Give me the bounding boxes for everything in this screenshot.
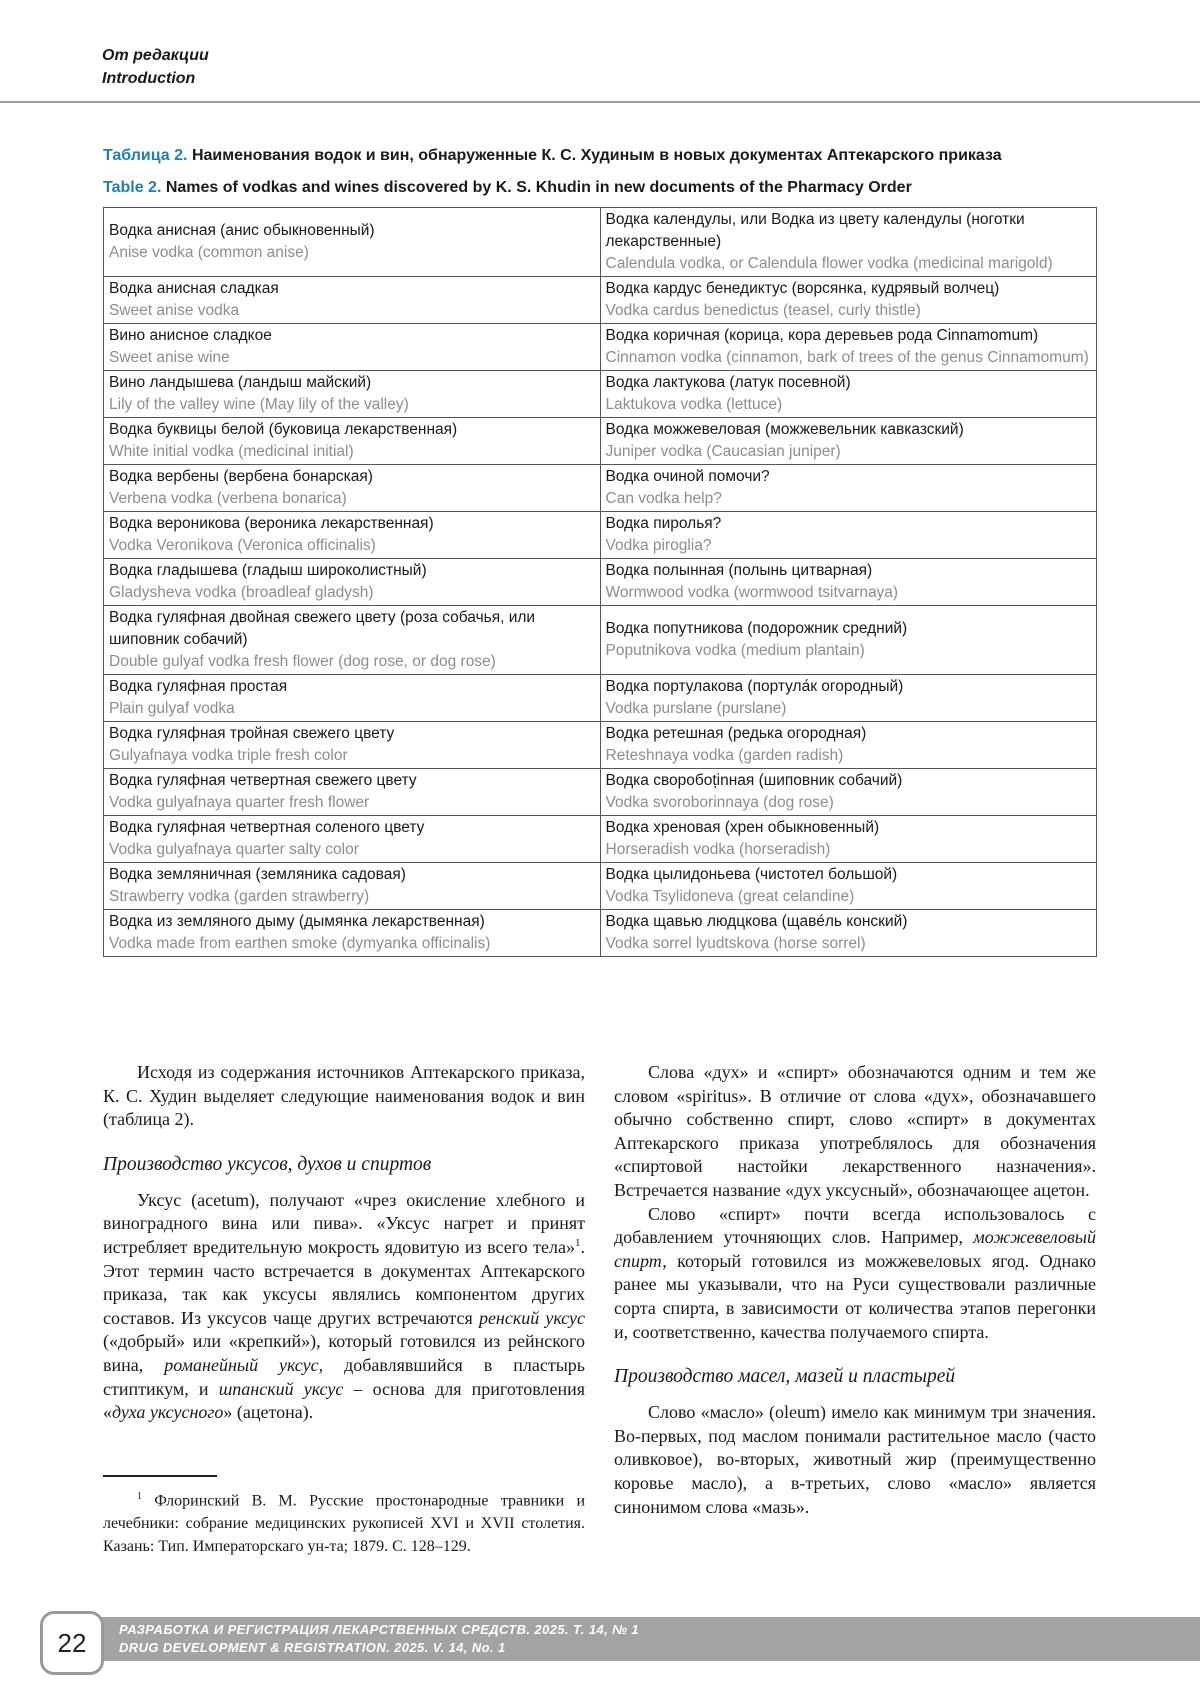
table-cell-left	[104, 418, 601, 465]
vodka-name-en: Plain gulyaf vodka	[109, 700, 235, 717]
vodka-name-en: Horseradish vodka (horseradish)	[605, 841, 831, 858]
table-title-ru: Наименования водок и вин, обнаруженные К. С. Худиным в новых документах Аптекарского приказа	[191, 147, 1002, 164]
footnote-divider	[103, 1475, 217, 1477]
vodka-name-en: Vodka made from earthen smoke (dymyanka officinalis)	[109, 935, 491, 952]
table-row	[104, 606, 1097, 675]
table-cell-left	[104, 769, 601, 816]
table-cell-right	[600, 208, 1097, 277]
text-run: – основа для приготовления «	[103, 1378, 585, 1423]
table-row	[104, 418, 1097, 465]
footnote-text: Флоринский В. М. Русские простонародные травники и лечебники: собрание медицинских рукописей XVI и XVII столетия. Казань: Тип. Императорскаго ун-та; 1879. С. 128–129.	[103, 1492, 585, 1556]
vodka-name-en: Anise vodka (common anise)	[109, 244, 309, 261]
vodka-name-en: Sweet anise wine	[109, 349, 230, 366]
vodka-name-ru: Водка ретешная (редька огородная)	[605, 725, 867, 742]
table-cell-left	[104, 277, 601, 324]
table-row	[104, 324, 1097, 371]
vodka-name-ru: Водка пиролья?	[605, 515, 722, 532]
vodka-name-en: Vodka svoroborinnaya (dog rose)	[605, 794, 834, 811]
section-heading: Производство масел, мазей и пластырей	[614, 1366, 956, 1388]
table-row	[104, 816, 1097, 863]
vodka-name-ru: Водка своробоținная (шиповник собачий)	[605, 772, 903, 789]
vodka-name-en: Gladysheva vodka (broadleaf gladysh)	[109, 584, 374, 601]
vodka-name-ru: Водка щавью людцкова (щаве́ль конский)	[605, 913, 908, 930]
text-run: » (ацетона).	[223, 1402, 314, 1423]
vodka-name-en: Juniper vodka (Caucasian juniper)	[605, 443, 841, 460]
table-cell-right	[600, 512, 1097, 559]
table-row	[104, 277, 1097, 324]
vodka-name-en: Double gulyaf vodka fresh flower (dog rose, or dog rose)	[109, 653, 496, 670]
table-row	[104, 910, 1097, 957]
table-cell-right	[600, 910, 1097, 957]
vodka-name-ru: Водка коричная (корица, кора деревьев рода Cinnamomum)	[605, 327, 1039, 344]
text-run: добавлявшийся в пластырь стиптикум, и	[103, 1354, 585, 1399]
journal-citation-ru: РАЗРАБОТКА И РЕГИСТРАЦИЯ ЛЕКАРСТВЕННЫХ СРЕДСТВ. 2025. Т. 14, № 1	[119, 1622, 640, 1637]
left-column	[103, 1061, 585, 1425]
table-cell-left	[104, 465, 601, 512]
vodka-name-ru: Водка вероникова (вероника лекарственная)	[109, 515, 434, 532]
vodka-name-en: White initial vodka (medicinal initial)	[109, 443, 354, 460]
table-cell-right	[600, 606, 1097, 675]
table-cell-left	[104, 910, 601, 957]
table-cell-right	[600, 863, 1097, 910]
vodka-name-ru: Водка гуляфная двойная свежего цвету (роза собачья, или шиповник собачий)	[109, 609, 536, 648]
vodka-name-en: Cinnamon vodka (cinnamon, bark of trees of the genus Cinnamomum)	[605, 349, 1089, 366]
footnote-ref[interactable]: 1	[575, 1236, 581, 1249]
table-cell-right	[600, 418, 1097, 465]
page-number: 22	[40, 1611, 104, 1675]
text-run: («добрый» или «крепкий»), который готовился из рейнского вина,	[103, 1331, 585, 1375]
section-title-en: Introduction	[102, 70, 196, 87]
text-run: Слово «спирт» почти всегда использовалось с добавлением уточняющих слов. Например,	[614, 1203, 1096, 1248]
table-cell-left	[104, 675, 601, 722]
vodka-name-ru: Водка попутникова (подорожник средний)	[605, 620, 908, 637]
text-run: который готовился из можжевеловых ягод. Однако ранее мы указывали, что на Руси существовали различные сорта спирта, в зависимости от количества этапов перегонки и, соответственно, качества получаемого спирта.	[614, 1250, 1096, 1342]
names-table	[103, 207, 1097, 957]
vodka-name-ru: Водка из земляного дыму (дымянка лекарственная)	[109, 913, 485, 930]
paragraph: Слово «масло» (oleum) имело как минимум три значения. Во-первых, под маслом понимали растительное масло (часто оливковое), во-вторых, животный жир (преимущественно коровье масло), а в-третьих, слово «масло» является синонимом слова «мазь».	[614, 1402, 1096, 1517]
vodka-name-ru: Водка вербены (вербена бонарская)	[109, 468, 373, 485]
running-header	[102, 44, 209, 90]
vodka-name-en: Vodka sorrel lyudtskova (horse sorrel)	[605, 935, 866, 952]
table-title-en: Names of vodkas and wines discovered by K. S. Khudin in new documents of the Pharmacy Order	[165, 179, 912, 196]
table-cell-right	[600, 324, 1097, 371]
vodka-name-ru: Водка анисная сладкая	[109, 280, 279, 297]
vodka-name-en: Lily of the valley wine (May lily of the valley)	[109, 396, 409, 413]
vodka-name-ru: Водка земляничная (земляника садовая)	[109, 866, 406, 883]
vodka-name-ru: Водка гуляфная тройная свежего цвету	[109, 725, 395, 742]
vodka-name-ru: Водка календулы, или Водка из цвету календулы (ноготки лекарственные)	[605, 211, 1025, 250]
footnote-mark: 1	[137, 1491, 142, 1502]
table-caption-en	[103, 178, 912, 198]
footer-bar	[97, 1617, 1200, 1661]
table-cell-left	[104, 816, 601, 863]
vodka-name-en: Reteshnaya vodka (garden radish)	[605, 747, 844, 764]
vodka-name-ru: Водка очиной помочи?	[605, 468, 770, 485]
vodka-name-en: Verbena vodka (verbena bonarica)	[109, 490, 347, 507]
header-divider	[0, 101, 1200, 103]
vodka-name-en: Vodka piroglia?	[605, 537, 712, 554]
table-row	[104, 863, 1097, 910]
table-row	[104, 769, 1097, 816]
table-cell-right	[600, 675, 1097, 722]
right-column	[614, 1061, 1096, 1519]
italic-term: шпанский уксус	[218, 1378, 344, 1399]
text-run: Уксус (acetum), получают «чрез окисление хлебного и виноградного вина или пива». «Уксус нагрет и принят истребляет вредительную мокрость ядовитую из всего тела»	[103, 1189, 585, 1257]
italic-term: ренский уксус	[478, 1307, 585, 1328]
names-table-body	[104, 208, 1097, 957]
table-cell-left	[104, 559, 601, 606]
vodka-name-en: Vodka purslane (purslane)	[605, 700, 787, 717]
vodka-name-ru: Водка гуляфная простая	[109, 678, 288, 695]
vodka-name-ru: Водка можжевеловая (можжевельник кавказский)	[605, 421, 964, 438]
italic-term: романейный уксус,	[164, 1354, 324, 1375]
table-cell-left	[104, 512, 601, 559]
table-row	[104, 675, 1097, 722]
table-label-en: Table 2.	[103, 179, 162, 196]
table-cell-right	[600, 371, 1097, 418]
section-heading: Производство уксусов, духов и спиртов	[103, 1153, 432, 1175]
table-row	[104, 512, 1097, 559]
paragraph: Слова «дух» и «спирт» обозначаются одним и тем же словом «spiritus». В отличие от слова «дух», обозначавшего обычно собственно спирт, слово «спирт» в документах Аптекарского приказа употреблялось для обозначения «спиртовой настойки лекарственного назначения». Встречается название «дух уксусный», обозначающее ацетон.	[614, 1062, 1096, 1200]
table-cell-left	[104, 324, 601, 371]
vodka-name-ru: Водка хреновая (хрен обыкновенный)	[605, 819, 880, 836]
table-caption-ru	[103, 146, 1002, 166]
vodka-name-en: Poputnikova vodka (medium plantain)	[605, 642, 865, 659]
vodka-name-en: Sweet anise vodka	[109, 302, 240, 319]
text-run: . Этот термин часто встречается в документах Аптекарского приказа, так как уксусы являлись компонентом других составов. Из уксусов чаще других встречаются	[103, 1236, 585, 1328]
vodka-name-ru: Водка кардус бенедиктус (ворсянка, кудрявый волчец)	[605, 280, 1000, 297]
vodka-name-ru: Водка цылидоньева (чистотел большой)	[605, 866, 898, 883]
vodka-name-ru: Водка гуляфная четвертная свежего цвету	[109, 772, 417, 789]
table-row	[104, 559, 1097, 606]
table-row	[104, 722, 1097, 769]
table-cell-left	[104, 863, 601, 910]
vodka-name-en: Strawberry vodka (garden strawberry)	[109, 888, 370, 905]
section-title-ru: От редакции	[102, 47, 209, 64]
vodka-name-en: Calendula vodka, or Calendula flower vodka (medicinal marigold)	[605, 255, 1053, 272]
paragraph: Исходя из содержания источников Аптекарского приказа, К. С. Худин выделяет следующие наименования водок и вин (таблица 2).	[103, 1062, 585, 1130]
table-cell-right	[600, 277, 1097, 324]
vodka-name-ru: Вино анисное сладкое	[109, 327, 272, 344]
vodka-name-ru: Водка лактукова (латук посевной)	[605, 374, 851, 391]
table-row	[104, 208, 1097, 277]
table-cell-right	[600, 465, 1097, 512]
table-cell-left	[104, 722, 601, 769]
journal-citation-en: DRUG DEVELOPMENT & REGISTRATION. 2025. V. 14, No. 1	[119, 1640, 506, 1655]
vodka-name-ru: Водка буквицы белой (буковица лекарственная)	[109, 421, 458, 438]
paragraph	[103, 1189, 585, 1425]
journal-citation	[119, 1621, 639, 1657]
vodka-name-ru: Вино ландышева (ландыш майский)	[109, 374, 372, 391]
vodka-name-en: Vodka cardus benedictus (teasel, curly thistle)	[605, 302, 921, 319]
vodka-name-en: Vodka gulyafnaya quarter salty color	[109, 841, 359, 858]
vodka-name-en: Can vodka help?	[605, 490, 722, 507]
table-cell-right	[600, 816, 1097, 863]
vodka-name-en: Vodka gulyafnaya quarter fresh flower	[109, 794, 370, 811]
italic-term: духа уксусного	[112, 1402, 224, 1423]
table-cell-left	[104, 371, 601, 418]
vodka-name-ru: Водка портулакова (портула́к огородный)	[605, 678, 904, 695]
vodka-name-en: Laktukova vodka (lettuce)	[605, 396, 783, 413]
vodka-name-en: Vodka Tsylidoneva (great celandine)	[605, 888, 855, 905]
table-cell-right	[600, 769, 1097, 816]
table-cell-left	[104, 208, 601, 277]
table-label-ru: Таблица 2.	[103, 147, 188, 164]
table-row	[104, 465, 1097, 512]
vodka-name-ru: Водка гладышева (гладыш широколистный)	[109, 562, 427, 579]
table-cell-right	[600, 722, 1097, 769]
vodka-name-en: Wormwood vodka (wormwood tsitvarnaya)	[605, 584, 899, 601]
vodka-name-en: Gulyafnaya vodka triple fresh color	[109, 747, 348, 764]
footnote	[103, 1485, 585, 1558]
vodka-name-ru: Водка полынная (полынь цитварная)	[605, 562, 873, 579]
vodka-name-ru: Водка гуляфная четвертная соленого цвету	[109, 819, 425, 836]
vodka-name-en: Vodka Veronikova (Veronica officinalis)	[109, 537, 376, 554]
table-cell-left	[104, 606, 601, 675]
table-cell-right	[600, 559, 1097, 606]
italic-term: можжевеловый спирт,	[614, 1227, 1096, 1271]
paragraph	[614, 1203, 1096, 1345]
vodka-name-ru: Водка анисная (анис обыкновенный)	[109, 222, 375, 239]
table-row	[104, 371, 1097, 418]
